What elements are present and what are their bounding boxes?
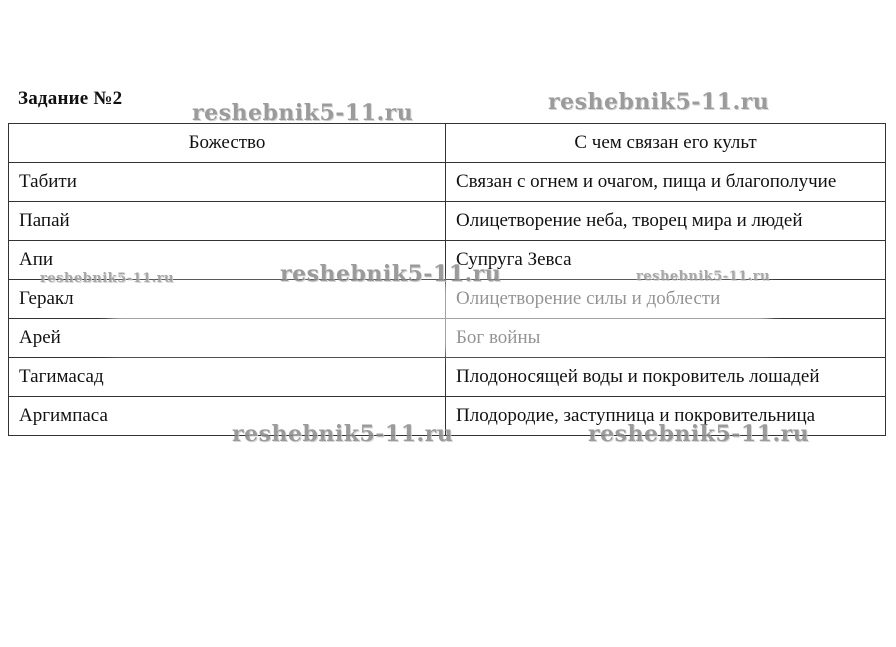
table-header-row (9, 124, 886, 163)
cult-cell: Олицетворение неба, творец мира и людей (446, 202, 886, 241)
table-row (9, 202, 886, 241)
cult-cell: Супруга Зевса (446, 241, 886, 280)
watermark: reshebnik5-11.ru (232, 421, 454, 447)
deity-cell: Табити (9, 163, 446, 202)
watermark: reshebnik5-11.ru (636, 269, 771, 284)
header-cult: С чем связан его культ (446, 124, 886, 163)
table-row (9, 358, 886, 397)
deity-cell: Аргимпаса (9, 397, 446, 436)
cult-cell: Плодородие, заступница и покровительница (446, 397, 886, 436)
watermark: reshebnik5-11.ru (192, 100, 414, 126)
watermark: reshebnik5-11.ru (280, 261, 502, 287)
cult-cell: Связан с огнем и очагом, пища и благополучие (446, 163, 886, 202)
header-deity: Божество (9, 124, 446, 163)
scan-smudge (110, 282, 770, 354)
deity-cell: Апи (9, 241, 446, 280)
deity-cell: Папай (9, 202, 446, 241)
watermark: reshebnik5-11.ru (40, 271, 175, 286)
deity-cell: Тагимасад (9, 358, 446, 397)
deity-cell: Арей (9, 319, 446, 358)
table-row (9, 163, 886, 202)
deity-cell: Геракл (9, 280, 446, 319)
task-title: Задание №2 (18, 88, 123, 109)
watermark: reshebnik5-11.ru (548, 89, 770, 115)
cult-cell: Плодоносящей воды и покровитель лошадей (446, 358, 886, 397)
watermark: reshebnik5-11.ru (588, 421, 810, 447)
